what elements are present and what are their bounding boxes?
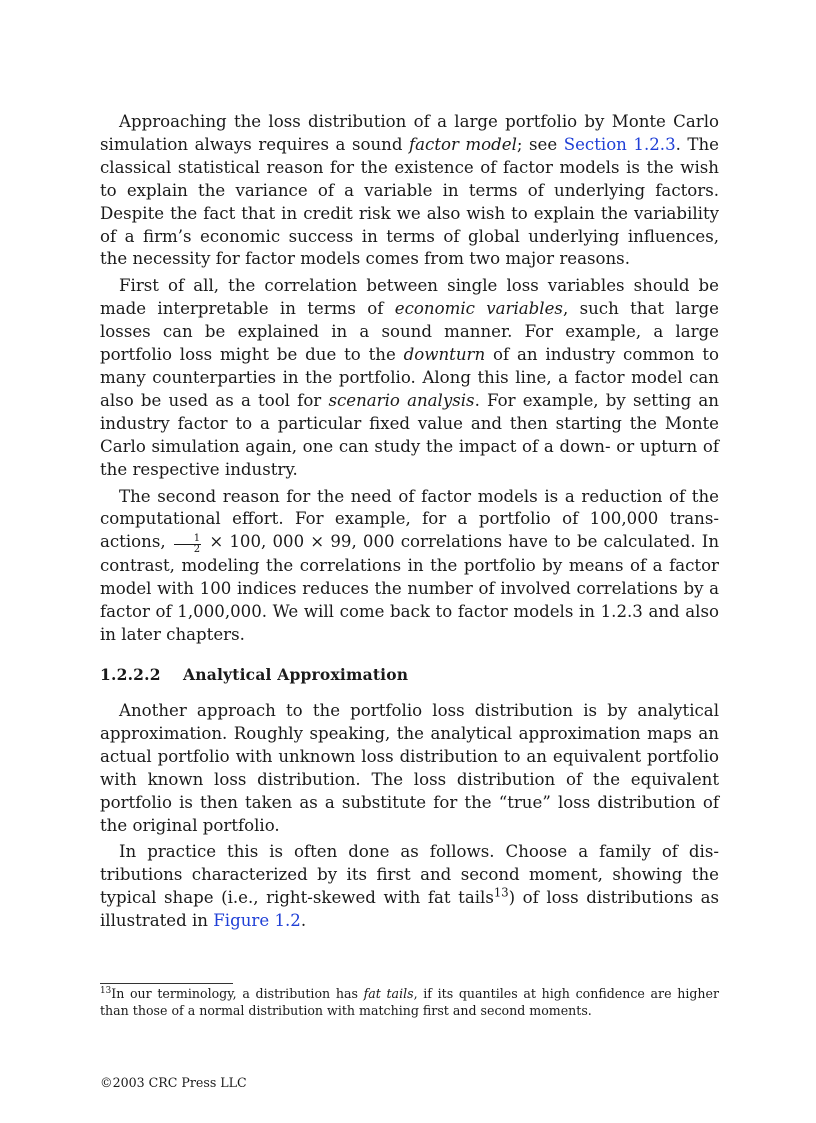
footnote-13 — [100, 985, 719, 1019]
link-figure-1-2[interactable]: Figure 1.2 — [213, 911, 301, 931]
emphasis-factor-model: factor model — [408, 134, 517, 154]
footnote-number: 13 — [100, 986, 112, 997]
paragraph-monte-carlo-factor-model — [100, 111, 719, 271]
paragraph-first-reason — [100, 275, 719, 481]
emphasis-downturn: downturn — [403, 345, 486, 365]
text-run: . The classical statistical reason for the existence of factor models is the wish to explain the variance of a variable in terms of underlying factors. Despite the fact that in credit risk we also wish to explain the variability of a firm’s economic success in terms of global underlying influences, the necessity for factor models comes from two major reasons. — [100, 134, 720, 269]
text-run: The second reason for the need of factor models is a reduction of the computational effort. For example, for a portfolio of 100,000 transactions, — [100, 486, 719, 552]
text-run: , if its quantiles at high confidence are higher than those of a normal distribution with matching first and second moments. — [100, 986, 719, 1018]
link-section-1-2-3[interactable]: Section 1.2.3 — [563, 134, 676, 154]
body-text-bottom — [100, 700, 719, 933]
emphasis-economic-variables: economic variables — [394, 299, 563, 319]
text-run: In practice this is often done as follows. Choose a family of distributions characterized by its first and second moment, showing the typical shape (i.e., right-skewed with fat tails — [100, 842, 719, 908]
section-number: 1.2.2.2 — [100, 665, 161, 684]
text-run: of an industry common to many counterparties in the portfolio. Along this line, a factor model can also be used as a tool for — [100, 345, 719, 410]
paragraph-analytical-approximation: Another approach to the portfolio loss distribution is by analytical approximation. Roughly speaking, the analytical approximation maps an actual portfolio with unknown loss distribution to an equivalent portfolio with known loss distribution. The loss distribution of the equivalent portfolio is then taken as a substitute for the “true” loss distribution of the original portfolio. — [100, 701, 719, 835]
paragraph-in-practice — [100, 841, 719, 933]
emphasis-fat-tails: fat tails — [363, 986, 414, 1001]
text-run: First of all, the correlation between single loss variables should be made interpretable in terms of — [100, 276, 719, 319]
body-text-top — [100, 111, 719, 646]
text-run: ) of loss distributions as illustrated in — [100, 888, 719, 931]
emphasis-scenario-analysis: scenario analysis — [328, 390, 475, 410]
text-run: × 100, 000 × 99, 000 correlations have to be calculated. In contrast, modeling the correlations in the portfolio by means of a factor model with 100 indices reduces the number of involved correlations by a factor of 1,000,000. We will come back to factor models in 1.2.3 and also in later chapters. — [100, 532, 719, 644]
text-run: . — [300, 911, 307, 931]
text-run: ; see — [516, 134, 564, 154]
footnote-divider — [100, 983, 233, 984]
fraction-one-half — [174, 534, 201, 555]
section-title: Analytical Approximation — [183, 665, 409, 684]
fraction-numerator: 1 — [174, 534, 201, 545]
copyright-notice: ©2003 CRC Press LLC — [100, 1075, 247, 1090]
fraction-denominator: 2 — [193, 543, 201, 555]
text-run: , such that large losses can be explained in a sound manner. For example, a large portfolio loss might be due to the — [100, 299, 719, 365]
footnote-marker[interactable]: 13 — [493, 885, 509, 900]
text-run: Approaching the loss distribution of a large portfolio by Monte Carlo simulation always requires a sound — [100, 112, 719, 154]
section-heading — [100, 665, 408, 684]
text-run: In our terminology, a distribution has — [111, 986, 364, 1001]
text-run: . For example, by setting an industry factor to a particular fixed value and then starting the Monte Carlo simulation again, one can study the impact of a down- or upturn of the respective industry. — [100, 390, 719, 479]
paragraph-second-reason — [100, 486, 719, 647]
